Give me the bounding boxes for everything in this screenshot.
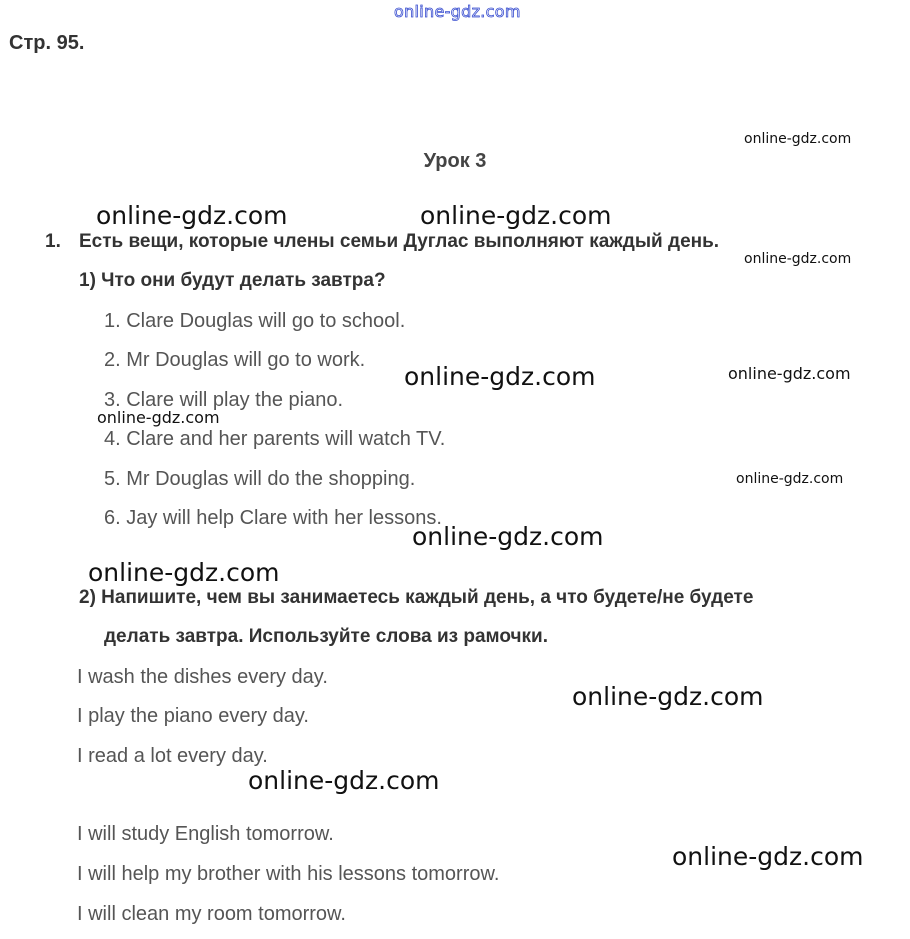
lesson-title: Урок 3 <box>423 150 487 172</box>
watermark: online-gdz.com <box>96 201 288 230</box>
subtask-2-title-line2: делать завтра. Используйте слова из рамочки. <box>104 626 548 647</box>
watermark: online-gdz.com <box>672 842 864 871</box>
page-reference: Стр. 95. <box>9 32 85 54</box>
every-day-sentence: I wash the dishes every day. <box>77 666 328 688</box>
tomorrow-sentence: I will clean my room tomorrow. <box>77 903 346 925</box>
watermark: online-gdz.com <box>572 682 764 711</box>
watermark: online-gdz.com <box>420 201 612 230</box>
answer-item: 5. Mr Douglas will do the shopping. <box>104 468 416 490</box>
watermark: online-gdz.com <box>412 522 604 551</box>
answer-item: 3. Clare will play the piano. <box>104 389 344 411</box>
watermark: online-gdz.com <box>744 131 852 147</box>
watermark: online-gdz.com <box>97 408 220 427</box>
watermark: online-gdz.com <box>248 766 440 795</box>
tomorrow-sentence: I will help my brother with his lessons tomorrow. <box>77 863 500 885</box>
answer-item: 2. Mr Douglas will go to work. <box>104 349 366 371</box>
watermark: online-gdz.com <box>728 364 851 383</box>
answer-item: 4. Clare and her parents will watch TV. <box>104 428 446 450</box>
watermark: online-gdz.com <box>404 362 596 391</box>
watermark: online-gdz.com <box>744 251 852 267</box>
answer-item: 1. Clare Douglas will go to school. <box>104 310 406 332</box>
subtask-2-title-line1: 2) Напишите, чем вы занимаетесь каждый день, а что будете/не будете <box>79 587 754 608</box>
task-heading: Есть вещи, которые члены семьи Дуглас выполняют каждый день. <box>79 231 720 252</box>
answer-item: 6. Jay will help Clare with her lessons. <box>104 507 442 529</box>
tomorrow-sentence: I will study English tomorrow. <box>77 823 334 845</box>
watermark: online-gdz.com <box>88 558 280 587</box>
every-day-sentence: I read a lot every day. <box>77 745 268 767</box>
subtask-1-title: 1) Что они будут делать завтра? <box>79 270 386 291</box>
task-number: 1. <box>45 231 61 252</box>
every-day-sentence: I play the piano every day. <box>77 705 309 727</box>
watermark: online-gdz.com <box>736 471 844 487</box>
site-logo: online-gdz.com <box>394 2 521 21</box>
